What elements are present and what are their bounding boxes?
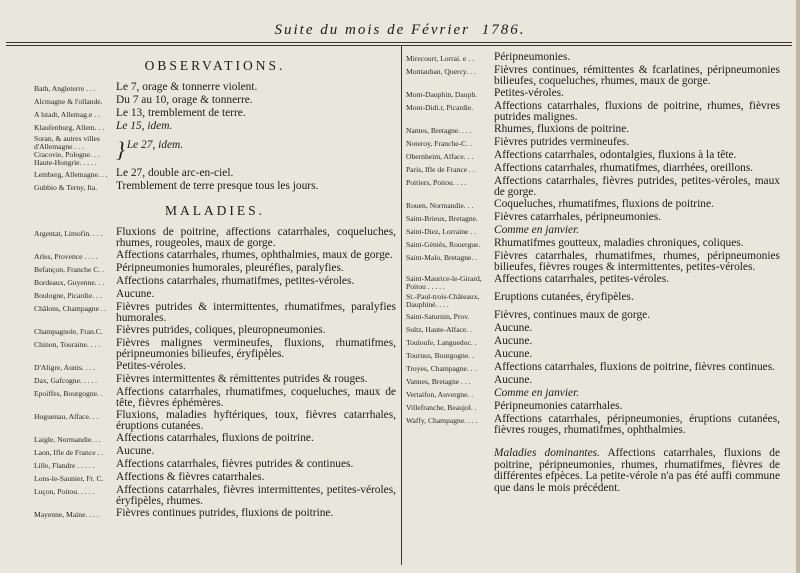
observation-entry [34,82,396,94]
maladie-text: Fièvres putrides, coliques, pleuropneumonies. [116,324,326,336]
maladie-entry [406,163,780,175]
maladie-text: Fièvres continues, rémittentes & fcarlatines, péripneumonies bilieufes, coqueluches, rhumes, maux de gorge. [494,64,780,87]
summary-text: Affections catarrhales, fluxions de poitrine, péripneumonies, rhumes, rhumatifmes, fièvres de différentes efpèces. La petite-vérole n'a pas été auffi commune que dans le mois précédent. [494,447,781,494]
maladie-text: Aucune. [116,288,155,300]
observation-entry [34,168,396,180]
place-name: Epoiffes, Bourgogne. . [34,389,103,398]
maladie-text: Affections catarrhales, odontalgies, fluxions à la tête. [494,149,737,161]
maladie-text: Aucune. [494,335,533,347]
maladie-entry [406,336,780,348]
observation-entry [34,181,396,193]
place-name: Mont-Didi.r, Picardie. [406,103,474,112]
maladie-text: Affections catarrhales, petites-véroles. [494,273,670,285]
place-name: Bordeaux, Guyenne. . . [34,278,105,287]
place-name: Haute-Hongrie. . . . . [34,158,97,167]
maladie-text: Péripneumonies humorales, pleuréfies, paralyfies. [116,262,344,274]
place-name: Boulogne, Picardie. . . [34,291,102,300]
maladie-entry [406,199,780,211]
maladie-text: Aucune. [494,374,533,386]
observation-entry [34,108,396,120]
place-name: Alcmagne & l'ollande. [34,97,103,106]
maladie-text: Coqueluches, rhumatifmes, fluxions de poitrine. [494,198,714,210]
maladie-text: Affections catarrhales, fièvres putrides & continues. [116,458,354,470]
place-group [34,134,116,167]
place-name: Waffy, Champagne. . . . [406,416,478,425]
maladie-entry [34,338,396,360]
place-name: Lille, Flandre . . . . . [34,461,95,470]
place-name: A lstadt, Allemag.e . . [34,110,100,119]
place-name: Argentat, Limofin. . . . [34,229,103,238]
maladie-text: Petites-véroles. [116,360,186,372]
maladie-text: Affections catarrhales, rhumatifmes, coqueluches, maux de tête, fièvres éphémères. [116,386,396,409]
header-rule-secondary [6,45,792,46]
place-name: Soran, & autres villes d'Allemagne . . . [34,134,100,151]
maladie-text: Affections catarrhales, rhumatifmes, petites-véroles. [116,275,355,287]
maladie-text: Affections catarrhales, fluxions de poitrine, rhumes, fièvres putrides malignes. [494,100,780,123]
observation-text [116,134,396,160]
place-name: Saint-Géniès, Rouergue. [406,240,481,249]
maladie-entry [406,375,780,387]
maladie-text: Affections catarrhales, fluxions de poitrine, fièvres continues. [494,361,775,373]
place-name: Lemberg, Allemagne. . . [34,170,108,179]
maladie-entry [406,212,780,224]
observation-text-value: Le 27, idem. [126,139,184,151]
place-name: Rouen, Normandie. . . [406,201,474,210]
maladie-entry [406,362,780,374]
observation-text: Le 7, orage & tonnerre violent. [116,81,258,93]
maladie-entry [406,225,780,237]
maladie-entry [34,325,396,337]
maladie-text: Affections catarrhales, fièvres putrides, petites-véroles, maux de gorge. [494,175,780,198]
maladie-entry [406,292,780,309]
place-name: Lons-le-Saunier, Fr. C. [34,474,104,483]
summary-lead: Maladies dominantes. [494,447,600,459]
observation-entry [34,95,396,107]
maladie-text: Affections catarrhales, fluxions de poitrine. [116,432,314,444]
place-name: Obernheim, Alface. . . [406,152,474,161]
place-name: Mayenne, Maine. . . . [34,510,99,519]
maladie-text: Comme en janvier. [494,387,580,399]
maladie-text: Péripneumonies. [494,51,571,63]
maladie-text: Fluxions de poitrine, affections catarrhales, coqueluches, rhumes, rougeoles, maux de gorge. [116,226,396,249]
maladie-text: Fièvres intermittentes & rémittentes putrides & rouges. [116,373,368,385]
maladie-entry [406,101,780,123]
place-name: Troyes, Champagne. . . [406,364,477,373]
maladie-entry [34,250,396,262]
left-maladies-list [34,227,396,520]
maladie-entry [34,263,396,275]
maladie-text: Fièvres catarrhales, péripneumonies. [494,211,661,223]
maladie-entry [34,508,396,520]
maladie-entry [34,374,396,386]
maladie-entry [406,349,780,361]
maladie-text: Rhumes, fluxions de poitrine. [494,123,630,135]
maladie-entry [406,176,780,198]
maladie-entry [406,88,780,100]
place-name: Laon, Ifle de France . . [34,448,104,457]
maladie-entry [406,124,780,136]
maladie-entry [406,401,780,413]
place-name: Vertaifon, Auvergne. . [406,390,474,399]
maladie-entry [34,472,396,484]
maladie-text: Affections catarrhales, péripneumonies, éruptions cutanées, fièvres rouges, rhumatifmes, ophthalmies. [494,413,780,436]
place-name: Champagnole, Fran.C. [34,327,103,336]
place-name: Montauban, Quercy. . . [406,67,476,76]
maladie-entry [34,302,396,324]
maladie-text: Fièvres continues putrides, fluxions de poitrine. [116,507,334,519]
place-name: Chinon, Touraine. . . . [34,340,101,349]
maladie-entry [34,289,396,301]
place-name: Nantes, Bretagne. . . . [406,126,472,135]
maladie-entry [34,433,396,445]
right-maladies-list [406,52,780,436]
place-name: Vannes, Bretagne . . . [406,377,471,386]
observation-text: Le 13, tremblement de terre. [116,107,246,119]
maladie-text: Aucune. [494,322,533,334]
place-name: Saint-Diez, Lorraine . . [406,227,477,236]
place-name: St.-Paul-trois-Châteaux, Dauphiné. . . . [406,292,480,309]
maladie-text: Péripneumonies catarrhales. [494,400,623,412]
observation-entry-grouped [34,134,396,167]
observation-text: Le 27, double arc-en-ciel. [116,167,234,179]
maladie-entry [34,387,396,409]
maladie-entry [34,227,396,249]
place-name: Saint-Brieux, Bretagne. [406,214,478,223]
maladie-text: Fièvres malignes vermineufes, fluxions, rhumatifmes, péripneumonies bilieufes, éryfipèles. [116,337,396,360]
maladie-text: Fièvres putrides vermineufes. [494,136,630,148]
page-edge [796,0,800,573]
maladie-entry [406,137,780,149]
maladie-text: Rhumatifmes goutteux, maladies chroniques, coliques. [494,237,744,249]
observation-text: Tremblement de terre presque tous les jours. [116,180,319,192]
place-name: Villefranche, Beaujol. . [406,403,477,412]
maladie-text: Affections catarrhales, fièvres intermittentes, petites-véroles, éryfipèles, rhumes. [116,484,396,507]
header-title: Suite du mois de Février [274,22,470,38]
maladie-text: Affections catarrhales, rhumatifmes, diarrhées, oreillons. [494,162,754,174]
maladie-entry [406,65,780,87]
place-name: Klaufenburg, Allem. . . [34,123,105,132]
place-name: D'Aligre, Aunis. . . . [34,363,96,372]
place-name: Saint-Maurice-le-Girard, Poitou . . . . . [406,274,482,291]
place-name: Mirecourt, Lorrai. e . . [406,54,474,63]
observation-entry [34,121,396,133]
place-name: Saint-Malo, Bretagne. . [406,253,478,262]
maladie-entry [34,410,396,432]
right-column [406,48,780,494]
maladie-entry [406,251,780,273]
place-name: Poitiers, Poitou. . . . [406,178,467,187]
maladie-text: Comme en janvier. [494,224,580,236]
maladie-text: Fièvres, continues maux de gorge. [494,309,651,321]
maladie-entry [406,150,780,162]
maladie-text: Eruptions cutanées, éryfipèles. [494,291,634,303]
place-name: Cracovie, Pologne. . . [34,150,100,159]
maladie-text: Aucune. [116,445,155,457]
left-column [34,48,396,521]
maladie-entry [406,238,780,250]
observation-text: Le 15, idem. [116,120,173,132]
place-name: Dax, Gafcogne. . . . . [34,376,98,385]
running-header [0,22,800,39]
place-name: Arles, Provence . . . . [34,252,98,261]
maladie-entry [406,274,780,291]
place-name: Befançon, Franche C. . [34,265,105,274]
maladies-heading: MALADIES. [164,203,266,218]
maladie-entry [34,276,396,288]
place-name: Bath, Angleterre . . . [34,84,96,93]
observations-heading: OBSERVATIONS. [144,58,286,73]
maladie-text: Affections & fièvres catarrhales. [116,471,265,483]
maladie-entry [34,459,396,471]
observation-text: Du 7 au 10, orage & tonnerre. [116,94,253,106]
place-name: Sultz, Haute-Alface. . [406,325,472,334]
maladie-entry [406,310,780,322]
column-divider [401,46,402,565]
maladie-entry [34,485,396,507]
place-name: Luçon, Poitou. . . . . [34,487,95,496]
maladie-text: Affections catarrhales, rhumes, ophthalmies, maux de gorge. [116,249,393,261]
maladie-text: Petites-véroles. [494,87,564,99]
place-name: Laigle, Normandie. . . [34,435,101,444]
maladie-text: Fièvres catarrhales, rhumatifmes, rhumes, péripneumonies bilieufes, fièvres rouges & intermittentes, petites-véroles. [494,250,780,273]
place-name: Mont-Dauphin, Dauph. [406,90,478,99]
place-name: Noteroy, Franche-C. . [406,139,472,148]
maladie-text: Fluxions, maladies hyftériques, toux, fièvres catarrhales, éruptions cutanées. [116,409,396,432]
maladie-entry [406,414,780,436]
maladie-entry [34,446,396,458]
header-year: 1786. [481,22,526,38]
brace-icon: } [116,137,125,162]
maladie-text: Fièvres putrides & intermittentes, rhumatifmes, paralyfies humorales. [116,301,396,324]
place-name: Paris, Ifle de France . . [406,165,475,174]
place-name: Châlons, Champagne . . [34,304,107,313]
maladie-entry [406,388,780,400]
maladie-entry [34,361,396,373]
place-name: Touloufe, Languedoc. . [406,338,477,347]
maladie-entry [406,323,780,335]
maladie-entry [406,52,780,64]
place-name: Hoguenau, Alface. . . [34,412,99,421]
place-name: Tournus, Bourgogne. . [406,351,474,360]
maladie-text: Aucune. [494,348,533,360]
dominant-diseases-summary [406,448,780,494]
place-name: Gubbio & Terny, Ita. [34,183,98,192]
header-rule [6,42,792,43]
place-name: Saint-Saturnin, Prov. [406,312,470,321]
